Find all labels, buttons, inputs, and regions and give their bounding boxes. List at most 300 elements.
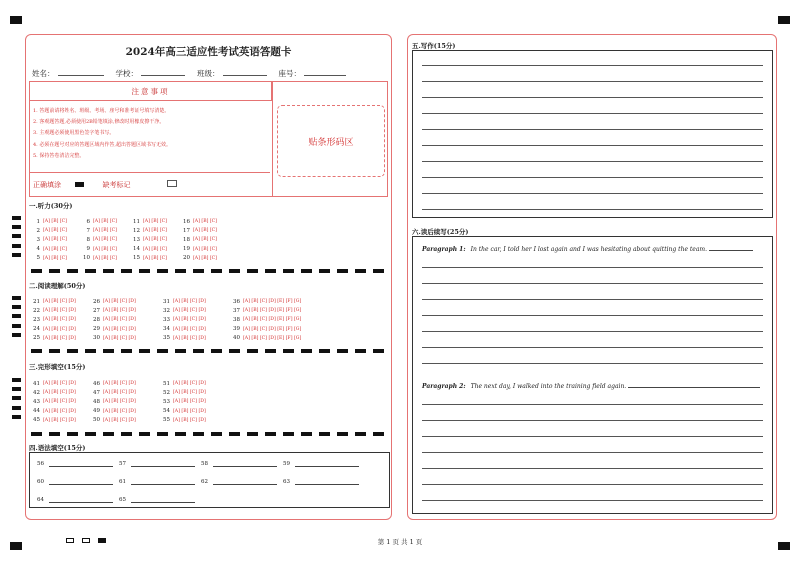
option-bubble[interactable]: [B]	[111, 390, 119, 396]
continuation-box[interactable]	[412, 236, 773, 514]
option-bubble[interactable]: [C]	[59, 308, 67, 314]
option-bubble[interactable]: [C]	[259, 326, 267, 332]
option-bubble[interactable]: [D]	[268, 326, 276, 332]
option-bubble[interactable]: [C]	[189, 326, 197, 332]
option-bubble[interactable]: [A]	[103, 399, 110, 405]
option-bubble[interactable]: [D]	[68, 381, 76, 386]
option-bubble[interactable]: [C]	[159, 228, 167, 234]
dash-mark	[85, 269, 96, 273]
option-bubble[interactable]: [A]	[43, 237, 50, 243]
option-bubble[interactable]: [A]	[103, 326, 110, 332]
option-bubble[interactable]: [B]	[51, 246, 59, 252]
dash-mark	[229, 269, 240, 273]
option-bubble[interactable]: [G]	[294, 326, 302, 332]
option-bubble[interactable]: [D]	[68, 335, 76, 341]
dash-mark	[211, 269, 222, 273]
option-bubble[interactable]: [C]	[209, 246, 217, 252]
option-bubble[interactable]: [C]	[119, 390, 127, 396]
option-bubble[interactable]: [B]	[111, 399, 119, 405]
option-bubble[interactable]: [A]	[173, 408, 180, 414]
option-bubble[interactable]: [A]	[143, 255, 150, 261]
option-bubble[interactable]: [C]	[159, 255, 167, 261]
option-bubble[interactable]: [A]	[43, 219, 50, 224]
option-bubble[interactable]: [D]	[198, 317, 206, 323]
grammar-answer-line[interactable]	[131, 496, 195, 503]
option-bubble[interactable]: [D]	[198, 335, 206, 341]
option-bubble[interactable]: [C]	[59, 255, 67, 261]
option-bubble[interactable]: [D]	[68, 390, 76, 396]
option-bubble[interactable]: [A]	[243, 317, 250, 323]
option-bubble[interactable]: [D]	[128, 417, 136, 423]
section-continuation-title: 六.读后续写(25分)	[412, 228, 469, 236]
option-bubble[interactable]: [C]	[119, 308, 127, 314]
option-bubble[interactable]: [G]	[294, 299, 302, 304]
option-bubble[interactable]: [C]	[59, 237, 67, 243]
grammar-answer-line[interactable]	[213, 478, 277, 485]
option-bubble[interactable]: [A]	[173, 335, 180, 341]
grammar-answer-line[interactable]	[49, 478, 113, 485]
option-bubble[interactable]: [C]	[189, 308, 197, 314]
option-bubble[interactable]: [B]	[151, 219, 159, 224]
paragraph-2-text: The next day, I walked into the training field again.	[470, 383, 627, 390]
option-bubble[interactable]: [D]	[68, 326, 76, 332]
option-bubble[interactable]: [C]	[59, 417, 67, 423]
question-number: 54	[163, 408, 170, 415]
option-bubble[interactable]: [C]	[259, 317, 267, 323]
option-bubble[interactable]: [D]	[128, 381, 136, 386]
option-bubble[interactable]: [E]	[277, 335, 285, 341]
question-49	[88, 408, 137, 414]
option-bubble[interactable]: [A]	[93, 219, 100, 224]
option-bubble[interactable]: [B]	[51, 228, 59, 234]
option-bubble[interactable]: [B]	[251, 299, 259, 304]
option-bubble[interactable]: [A]	[43, 399, 50, 405]
option-bubble[interactable]: [B]	[51, 408, 59, 414]
option-bubble[interactable]: [C]	[159, 246, 167, 252]
option-bubble[interactable]: [C]	[119, 408, 127, 414]
question-21	[28, 299, 77, 305]
option-bubble[interactable]: [B]	[101, 228, 109, 234]
grammar-blank-57[interactable]	[119, 460, 195, 467]
option-bubble[interactable]: [B]	[201, 246, 209, 252]
info-label: 座号：	[278, 69, 301, 78]
grammar-blank-60[interactable]	[37, 478, 113, 485]
option-bubble[interactable]: [A]	[93, 228, 100, 234]
option-bubble[interactable]: [C]	[119, 381, 127, 386]
option-bubble[interactable]: [C]	[209, 237, 217, 243]
info-blank[interactable]	[58, 75, 104, 76]
option-bubble[interactable]: [B]	[151, 255, 159, 261]
option-bubble[interactable]: [A]	[43, 381, 50, 386]
option-bubble[interactable]: [C]	[59, 399, 67, 405]
writing-line	[422, 484, 763, 485]
question-number: 33	[163, 316, 170, 323]
grammar-answer-line[interactable]	[49, 496, 113, 503]
option-bubble[interactable]: [B]	[181, 408, 189, 414]
question-18	[178, 237, 218, 243]
option-bubble[interactable]: [C]	[119, 326, 127, 332]
option-bubble[interactable]: [B]	[181, 299, 189, 304]
option-bubble[interactable]: [A]	[173, 390, 180, 396]
option-bubble[interactable]: [C]	[59, 326, 67, 332]
option-bubble[interactable]: [B]	[111, 417, 119, 423]
option-bubble[interactable]: [D]	[128, 390, 136, 396]
grammar-answer-line[interactable]	[131, 460, 195, 467]
correct-fill-label: 正确填涂	[33, 181, 61, 189]
option-bubble[interactable]: [B]	[51, 299, 59, 304]
option-bubble[interactable]: [D]	[198, 299, 206, 304]
option-bubble[interactable]: [B]	[101, 246, 109, 252]
option-bubble[interactable]: [A]	[173, 308, 180, 314]
grammar-blank-58[interactable]	[201, 460, 277, 467]
info-blank[interactable]	[141, 75, 185, 76]
dash-mark	[319, 269, 330, 273]
option-bubble[interactable]: [F]	[285, 335, 293, 341]
info-field	[197, 68, 267, 79]
option-bubble[interactable]: [A]	[43, 335, 50, 341]
option-bubble[interactable]: [A]	[93, 255, 100, 261]
option-bubble[interactable]: [C]	[119, 399, 127, 405]
option-bubble[interactable]: [A]	[193, 237, 200, 243]
option-bubble[interactable]: [E]	[277, 326, 285, 332]
dash-mark	[139, 349, 150, 353]
option-bubble[interactable]: [A]	[193, 219, 200, 224]
option-bubble[interactable]: [E]	[277, 317, 285, 323]
option-bubble[interactable]: [D]	[268, 299, 276, 304]
option-bubble[interactable]: [B]	[181, 326, 189, 332]
option-bubble[interactable]: [C]	[59, 317, 67, 323]
option-bubble[interactable]: [B]	[181, 399, 189, 405]
option-bubble[interactable]: [B]	[201, 255, 209, 261]
option-bubble[interactable]: [F]	[285, 326, 293, 332]
option-bubble[interactable]: [B]	[51, 381, 59, 386]
option-bubble[interactable]: [B]	[251, 335, 259, 341]
option-bubble[interactable]: [A]	[243, 326, 250, 332]
option-bubble[interactable]: [C]	[259, 299, 267, 304]
question-number: 46	[93, 380, 100, 387]
option-bubble[interactable]: [B]	[111, 308, 119, 314]
option-bubble[interactable]: [A]	[103, 317, 110, 323]
option-bubble[interactable]: [C]	[109, 255, 117, 261]
info-label: 班级：	[197, 69, 220, 78]
option-bubble[interactable]: [D]	[68, 299, 76, 304]
option-bubble[interactable]: [B]	[51, 308, 59, 314]
option-bubble[interactable]: [D]	[268, 335, 276, 341]
option-bubble[interactable]: [B]	[101, 219, 109, 224]
option-bubble[interactable]: [E]	[277, 308, 285, 314]
option-bubble[interactable]: [B]	[111, 408, 119, 414]
option-bubble[interactable]: [B]	[251, 317, 259, 323]
option-bubble[interactable]: [C]	[59, 335, 67, 341]
option-bubble[interactable]: [D]	[68, 417, 76, 423]
option-bubble[interactable]: [D]	[198, 399, 206, 405]
option-bubble[interactable]: [B]	[111, 326, 119, 332]
option-bubble[interactable]: [C]	[189, 335, 197, 341]
question-number: 12	[133, 227, 140, 234]
option-bubble[interactable]: [A]	[43, 228, 50, 234]
grammar-answer-line[interactable]	[295, 478, 359, 485]
grammar-blank-63[interactable]	[283, 478, 359, 485]
option-bubble[interactable]: [D]	[198, 417, 206, 423]
writing-line	[422, 145, 763, 146]
question-36	[228, 299, 303, 305]
question-20	[178, 255, 218, 261]
question-26	[88, 299, 137, 305]
option-bubble[interactable]: [B]	[51, 326, 59, 332]
option-bubble[interactable]: [C]	[59, 381, 67, 386]
option-bubble[interactable]: [B]	[51, 317, 59, 323]
option-bubble[interactable]: [F]	[285, 308, 293, 314]
option-bubble[interactable]: [C]	[59, 390, 67, 396]
option-bubble[interactable]: [C]	[59, 246, 67, 252]
question-27	[88, 308, 137, 314]
option-bubble[interactable]: [A]	[43, 246, 50, 252]
option-bubble[interactable]: [B]	[181, 417, 189, 423]
dash-mark	[337, 269, 348, 273]
absent-mark-label: 缺考标记	[102, 181, 131, 189]
option-bubble[interactable]: [C]	[189, 317, 197, 323]
option-bubble[interactable]: [F]	[285, 299, 293, 304]
writing-line	[422, 193, 763, 194]
grammar-answer-line[interactable]	[213, 460, 277, 467]
option-bubble[interactable]: [A]	[243, 308, 250, 314]
option-bubble[interactable]: [B]	[251, 326, 259, 332]
option-bubble[interactable]: [A]	[43, 326, 50, 332]
option-bubble[interactable]: [C]	[109, 219, 117, 224]
grammar-number: 63	[283, 479, 290, 485]
option-bubble[interactable]: [A]	[173, 326, 180, 332]
option-bubble[interactable]: [G]	[294, 335, 302, 341]
option-bubble[interactable]: [C]	[109, 237, 117, 243]
option-bubble[interactable]: [D]	[128, 408, 136, 414]
question-number: 3	[36, 236, 40, 243]
writing-line	[422, 347, 763, 348]
option-bubble[interactable]: [A]	[103, 299, 110, 304]
option-bubble[interactable]: [A]	[103, 335, 110, 341]
option-bubble[interactable]: [A]	[243, 335, 250, 341]
grammar-blank-61[interactable]	[119, 478, 195, 485]
info-blank[interactable]	[304, 75, 346, 76]
option-bubble[interactable]: [B]	[111, 335, 119, 341]
option-bubble[interactable]: [A]	[43, 408, 50, 414]
option-bubble[interactable]: [A]	[103, 308, 110, 314]
writing-line	[422, 404, 763, 405]
option-bubble[interactable]: [A]	[43, 317, 50, 323]
option-bubble[interactable]: [A]	[103, 381, 110, 386]
question-46	[88, 381, 137, 387]
option-bubble[interactable]: [A]	[103, 390, 110, 396]
option-bubble[interactable]: [B]	[111, 381, 119, 386]
dash-mark	[139, 432, 150, 436]
option-bubble[interactable]: [A]	[93, 246, 100, 252]
dash-mark	[103, 432, 114, 436]
question-19	[178, 246, 218, 252]
section-reading-title: 二.阅读理解(50分)	[29, 282, 86, 290]
option-bubble[interactable]: [B]	[201, 228, 209, 234]
option-bubble[interactable]: [B]	[51, 255, 59, 261]
writing-line	[422, 65, 763, 66]
option-bubble[interactable]: [C]	[109, 228, 117, 234]
option-bubble[interactable]: [D]	[268, 317, 276, 323]
option-bubble[interactable]: [B]	[51, 237, 59, 243]
option-bubble[interactable]: [B]	[51, 335, 59, 341]
grammar-answer-line[interactable]	[49, 460, 113, 467]
absent-checkbox[interactable]	[167, 180, 177, 187]
dash-mark	[175, 349, 186, 353]
option-bubble[interactable]: [G]	[294, 308, 302, 314]
option-bubble[interactable]: [C]	[59, 219, 67, 224]
grammar-number: 61	[119, 479, 126, 485]
option-bubble[interactable]: [C]	[159, 219, 167, 224]
option-bubble[interactable]: [D]	[198, 408, 206, 414]
option-bubble[interactable]: [B]	[201, 219, 209, 224]
option-bubble[interactable]: [D]	[198, 326, 206, 332]
option-bubble[interactable]: [C]	[59, 408, 67, 414]
option-bubble[interactable]: [B]	[181, 308, 189, 314]
option-bubble[interactable]: [D]	[128, 326, 136, 332]
grammar-blank-62[interactable]	[201, 478, 277, 485]
grammar-blank-59[interactable]	[283, 460, 359, 467]
option-bubble[interactable]: [B]	[101, 255, 109, 261]
option-bubble[interactable]: [C]	[209, 219, 217, 224]
option-bubble[interactable]: [C]	[59, 299, 67, 304]
option-bubble[interactable]: [A]	[43, 255, 50, 261]
option-bubble[interactable]: [D]	[128, 299, 136, 304]
option-bubble[interactable]: [C]	[119, 417, 127, 423]
option-bubble[interactable]: [C]	[59, 228, 67, 234]
grammar-number: 60	[37, 479, 44, 485]
option-bubble[interactable]: [C]	[159, 237, 167, 243]
option-bubble[interactable]: [C]	[189, 417, 197, 423]
option-bubble[interactable]: [C]	[119, 335, 127, 341]
question-47	[88, 390, 137, 396]
option-bubble[interactable]: [C]	[209, 255, 217, 261]
writing-box[interactable]	[412, 50, 773, 218]
info-blank[interactable]	[223, 75, 267, 76]
option-bubble[interactable]: [A]	[43, 299, 50, 304]
question-number: 22	[33, 307, 40, 314]
option-bubble[interactable]: [B]	[181, 317, 189, 323]
option-bubble[interactable]: [C]	[259, 308, 267, 314]
dash-mark	[157, 349, 168, 353]
option-bubble[interactable]: [C]	[109, 246, 117, 252]
option-bubble[interactable]: [A]	[173, 299, 180, 304]
option-bubble[interactable]: [C]	[259, 335, 267, 341]
option-bubble[interactable]: [D]	[128, 308, 136, 314]
writing-line	[422, 161, 763, 162]
question-number: 5	[36, 255, 40, 262]
option-bubble[interactable]: [B]	[51, 417, 59, 423]
option-bubble[interactable]: [D]	[268, 308, 276, 314]
option-bubble[interactable]: [A]	[173, 381, 180, 386]
option-bubble[interactable]: [D]	[198, 308, 206, 314]
option-bubble[interactable]: [C]	[189, 299, 197, 304]
option-bubble[interactable]: [C]	[119, 299, 127, 304]
option-bubble[interactable]: [D]	[68, 308, 76, 314]
option-bubble[interactable]: [C]	[189, 399, 197, 405]
option-bubble[interactable]: [A]	[43, 308, 50, 314]
option-bubble[interactable]: [B]	[251, 308, 259, 314]
option-bubble[interactable]: [A]	[103, 417, 110, 423]
question-number: 10	[83, 255, 90, 262]
option-bubble[interactable]: [B]	[101, 237, 109, 243]
option-bubble[interactable]: [A]	[193, 228, 200, 234]
option-bubble[interactable]: [D]	[198, 381, 206, 386]
option-bubble[interactable]: [B]	[151, 246, 159, 252]
option-bubble[interactable]: [D]	[68, 408, 76, 414]
option-bubble[interactable]: [B]	[181, 381, 189, 386]
option-bubble[interactable]: [E]	[277, 299, 285, 304]
option-bubble[interactable]: [B]	[201, 237, 209, 243]
option-bubble[interactable]: [D]	[128, 335, 136, 341]
option-bubble[interactable]: [A]	[173, 317, 180, 323]
option-bubble[interactable]: [C]	[209, 228, 217, 234]
option-bubble[interactable]: [A]	[193, 246, 200, 252]
option-bubble[interactable]: [C]	[189, 381, 197, 386]
question-42	[28, 390, 77, 396]
option-bubble[interactable]: [A]	[43, 390, 50, 396]
option-bubble[interactable]: [A]	[43, 417, 50, 423]
option-bubble[interactable]: [B]	[111, 317, 119, 323]
writing-line	[422, 420, 763, 421]
option-bubble[interactable]: [B]	[111, 299, 119, 304]
option-bubble[interactable]: [A]	[173, 399, 180, 405]
question-number: 40	[233, 335, 240, 342]
option-bubble[interactable]: [D]	[128, 317, 136, 323]
dash-mark	[49, 432, 60, 436]
dash-mark	[175, 432, 186, 436]
option-bubble[interactable]: [B]	[51, 390, 59, 396]
option-bubble[interactable]: [C]	[189, 390, 197, 396]
option-bubble[interactable]: [C]	[119, 317, 127, 323]
option-bubble[interactable]: [A]	[173, 417, 180, 423]
timing-mark	[12, 305, 21, 309]
option-bubble[interactable]: [A]	[193, 255, 200, 261]
question-45	[28, 417, 77, 423]
option-bubble[interactable]: [D]	[198, 390, 206, 396]
option-bubble[interactable]: [B]	[51, 399, 59, 405]
grammar-answer-line[interactable]	[131, 478, 195, 485]
option-bubble[interactable]: [C]	[189, 408, 197, 414]
question-15	[128, 255, 168, 261]
option-bubble[interactable]: [A]	[243, 299, 250, 304]
option-bubble[interactable]: [F]	[285, 317, 293, 323]
grammar-answer-line[interactable]	[295, 460, 359, 467]
option-bubble[interactable]: [B]	[51, 219, 59, 224]
option-bubble[interactable]: [B]	[151, 237, 159, 243]
grammar-blank-65[interactable]	[119, 496, 195, 503]
question-number: 48	[93, 398, 100, 405]
option-bubble[interactable]: [G]	[294, 317, 302, 323]
option-bubble[interactable]: [B]	[181, 390, 189, 396]
option-bubble[interactable]: [B]	[151, 228, 159, 234]
option-bubble[interactable]: [A]	[143, 219, 150, 224]
option-bubble[interactable]: [D]	[128, 399, 136, 405]
timing-mark	[12, 314, 21, 318]
grammar-blank-64[interactable]	[37, 496, 113, 503]
option-bubble[interactable]: [A]	[93, 237, 100, 243]
option-bubble[interactable]: [B]	[181, 335, 189, 341]
option-bubble[interactable]: [D]	[68, 317, 76, 323]
dash-mark	[31, 349, 42, 353]
option-bubble[interactable]: [A]	[143, 237, 150, 243]
option-bubble[interactable]: [A]	[103, 408, 110, 414]
option-bubble[interactable]: [D]	[68, 399, 76, 405]
option-bubble[interactable]: [A]	[143, 228, 150, 234]
writing-line	[422, 331, 763, 332]
grammar-blank-56[interactable]	[37, 460, 113, 467]
option-bubble[interactable]: [A]	[143, 246, 150, 252]
